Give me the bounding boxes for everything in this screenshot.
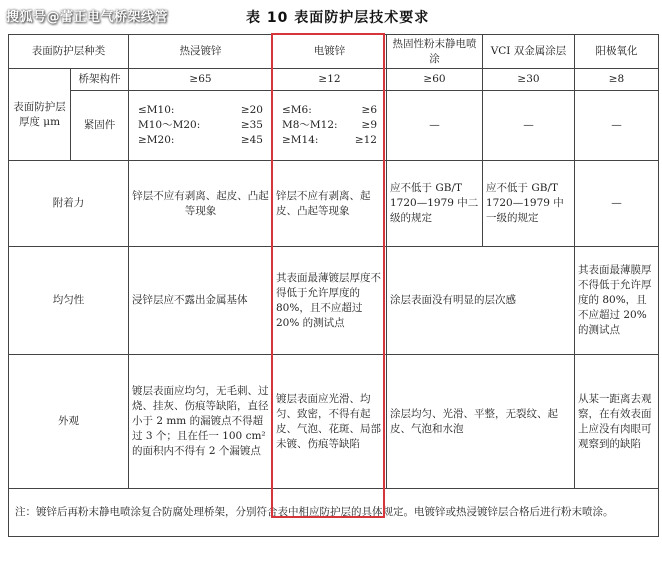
fastener-hot-dip: ≤M10: ≥20 M10～M20: ≥35 ≥M20: ≥45: [129, 91, 273, 161]
fastener-anodic: —: [575, 91, 659, 161]
row-uniformity: [9, 247, 659, 355]
spec-table: [8, 34, 659, 537]
bridge-label: 桥架构件: [71, 69, 129, 91]
table-title: 表 10 表面防护层技术要求: [246, 10, 430, 26]
appearance-hot-dip: 镀层表面应均匀，无毛刺、过烧、挂灰、伤痕等缺陷，直径小于 2 mm 的漏镀点不得超过 3 个；且在任一 100 cm² 的面积内不得有 2 个漏镀点: [129, 355, 273, 489]
appearance-electro: 镀层表面应光滑、均匀、致密，不得有起皮、气泡、花斑、局部未镀、伤痕等缺陷: [273, 355, 387, 489]
bridge-hot-dip: ≥65: [129, 69, 273, 91]
adhesion-label: 附着力: [9, 161, 129, 247]
uniformity-anodic: 其表面最薄膜厚不得低于允许厚度的 80%，且不应超过 20% 的测试点: [575, 247, 659, 355]
fastener-label: 紧固件: [71, 91, 129, 161]
uniformity-label: 均匀性: [9, 247, 129, 355]
adhesion-anodic: —: [575, 161, 659, 247]
row-adhesion: [9, 161, 659, 247]
header-anodic: 阳极氧化: [575, 35, 659, 69]
bridge-anodic: ≥8: [575, 69, 659, 91]
header-vci: VCI 双金属涂层: [483, 35, 575, 69]
row-bridge-thickness: [9, 69, 659, 91]
adhesion-powder: 应不低于 GB/T 1720—1979 中二级的规定: [387, 161, 483, 247]
row-note: [9, 489, 659, 537]
adhesion-vci: 应不低于 GB/T 1720—1979 中一级的规定: [483, 161, 575, 247]
row-appearance: [9, 355, 659, 489]
fastener-electro: ≤M6: ≥6 M8～M12: ≥9 ≥M14: ≥12: [273, 91, 387, 161]
header-row: [9, 35, 659, 69]
bridge-electro: ≥12: [273, 69, 387, 91]
uniformity-hot-dip: 浸锌层应不露出金属基体: [129, 247, 273, 355]
uniformity-electro: 其表面最薄镀层厚度不得低于允许厚度的 80%，且不应超过 20% 的测试点: [273, 247, 387, 355]
adhesion-hot-dip: 锌层不应有剥离、起皮、凸起等现象: [129, 161, 273, 247]
header-hot-dip: 热浸镀锌: [129, 35, 273, 69]
fastener-powder: —: [387, 91, 483, 161]
bridge-vci: ≥30: [483, 69, 575, 91]
appearance-anodic: 从某一距离去观察，在有效表面上应没有肉眼可观察到的缺陷: [575, 355, 659, 489]
bridge-powder: ≥60: [387, 69, 483, 91]
watermark: 搜狐号@蕾正电气桥架线管: [6, 10, 169, 25]
uniformity-powder-vci: 涂层表面没有明显的层次感: [387, 247, 575, 355]
header-powder: 热固性粉末静电喷涂: [387, 35, 483, 69]
appearance-powder-vci: 涂层均匀、光滑、平整，无裂纹、起皮、气泡和水泡: [387, 355, 575, 489]
header-electro: 电镀锌: [273, 35, 387, 69]
adhesion-electro: 锌层不应有剥离、起皮、凸起等现象: [273, 161, 387, 247]
header-type: 表面防护层种类: [9, 35, 129, 69]
appearance-label: 外观: [9, 355, 129, 489]
thickness-label: 表面防护层厚度 μm: [9, 69, 71, 161]
table-note: 注：镀锌后再粉末静电喷涂复合防腐处理桥架，分别符合表中相应防护层的具体规定。电镀锌或热浸镀锌层合格后进行粉末喷涂。: [9, 489, 659, 537]
row-fastener-thickness: [9, 91, 659, 161]
fastener-vci: —: [483, 91, 575, 161]
